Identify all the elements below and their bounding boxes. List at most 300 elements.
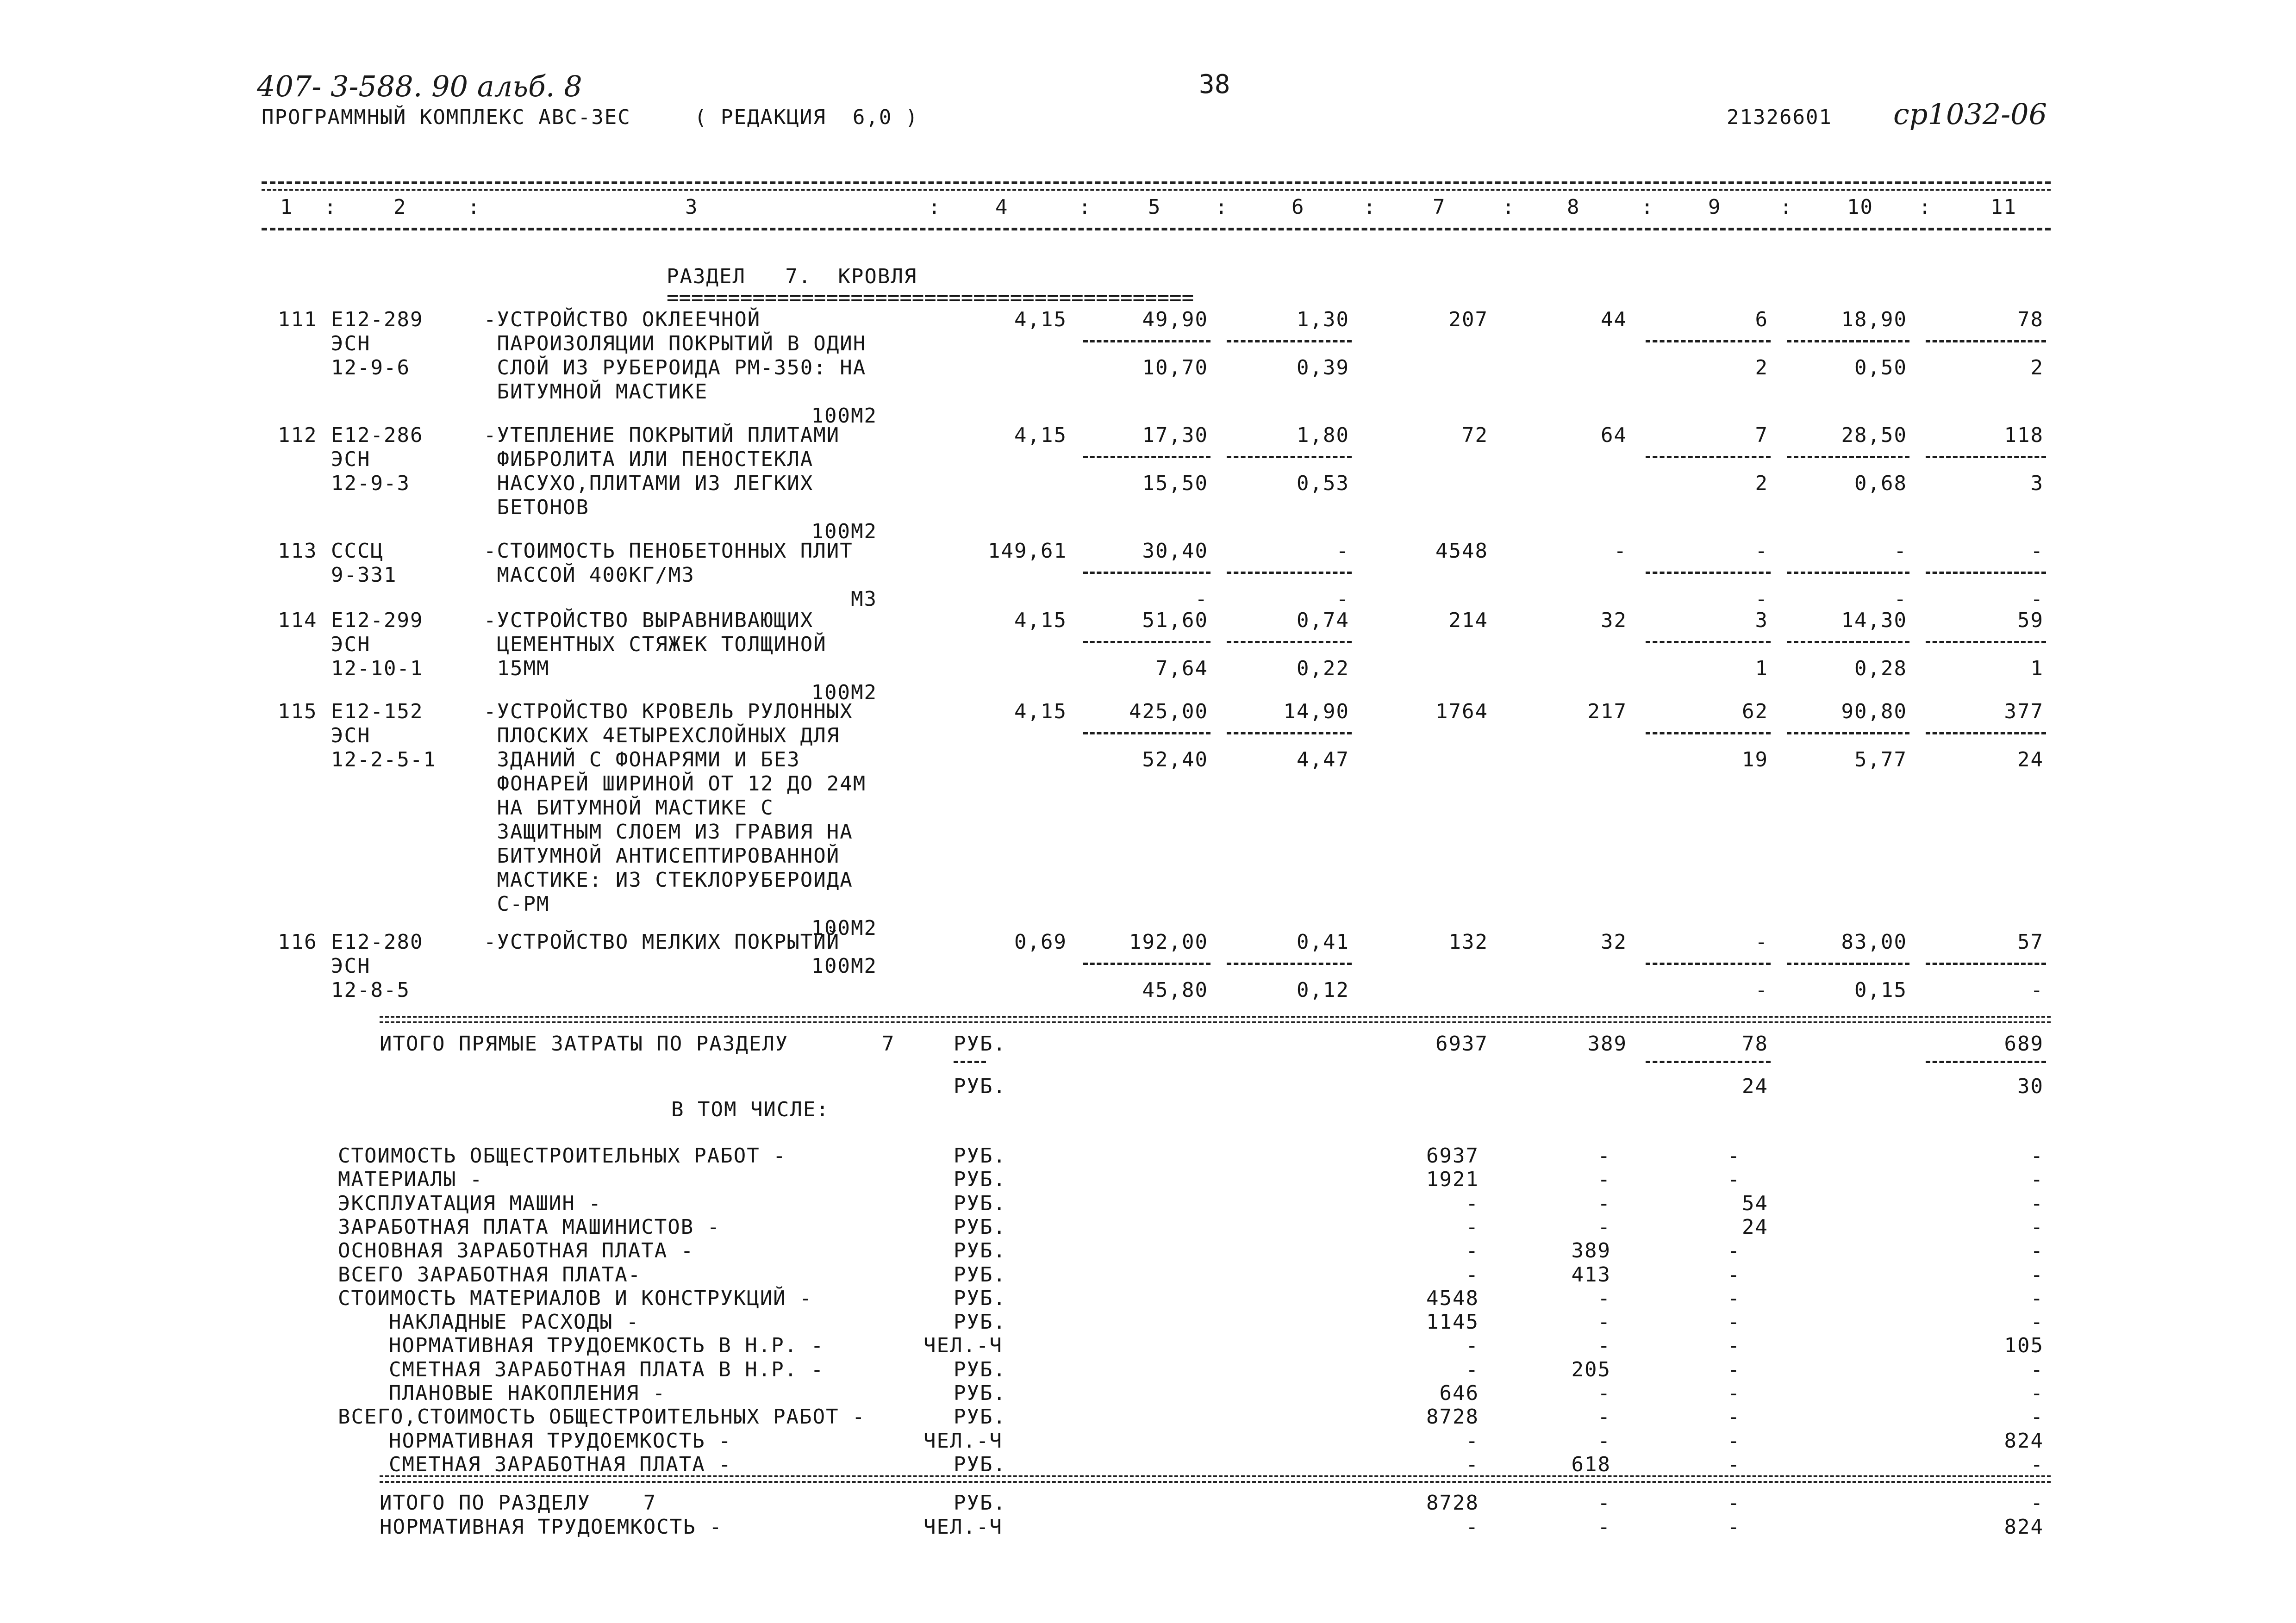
item-unit-wage: 45,80	[1142, 978, 1208, 1002]
item-subtotal-divider	[1083, 456, 1210, 458]
total-direct-unit-2: РУБ.	[954, 1075, 1006, 1098]
item-total-cost: 214	[1448, 609, 1488, 632]
summary-labor: -	[2030, 1405, 2044, 1429]
summary-wage: 618	[1571, 1453, 1611, 1476]
summary-machine: -	[1727, 1263, 1741, 1287]
summary-label: ОСНОВНАЯ ЗАРАБОТНАЯ ПЛАТА -	[338, 1239, 694, 1262]
summary-cost: 4548	[1426, 1287, 1479, 1310]
item-subtotal-divider	[1083, 641, 1210, 643]
column-header-4: 4	[995, 195, 1009, 219]
item-unit-wage: -	[1195, 587, 1208, 611]
item-description: ФИБРОЛИТА ИЛИ ПЕНОСТЕКЛА	[484, 448, 814, 471]
summary-wage: -	[1597, 1381, 1611, 1405]
item-number: 111	[278, 308, 318, 331]
summary-cost: 646	[1439, 1381, 1479, 1405]
summary-wage: -	[1597, 1310, 1611, 1334]
total-direct-cost: 6937	[1435, 1032, 1488, 1056]
item-machine-total: 6	[1755, 308, 1768, 331]
total-direct-machine-wage: 24	[1742, 1075, 1768, 1098]
item-description: С-РМ	[484, 892, 550, 916]
summary-unit: РУБ.	[954, 1215, 1006, 1239]
summary-unit: РУБ.	[954, 1453, 1006, 1476]
summary-wage: -	[1597, 1192, 1611, 1215]
item-machine-wage-total: 2	[1755, 472, 1768, 495]
item-code: ЭСН	[331, 633, 371, 656]
item-machine-wage-total: 1	[1755, 657, 1768, 680]
item-labor-total-machine: 24	[2017, 748, 2044, 771]
item-subtotal-divider	[1646, 732, 1771, 734]
item-number: 115	[278, 700, 318, 723]
summary-labor: -	[2030, 1453, 2044, 1476]
summary-unit: ЧЕЛ.-Ч	[923, 1429, 1003, 1453]
item-subtotal-divider	[1926, 456, 2046, 458]
item-labor-unit: 14,30	[1841, 609, 1907, 632]
item-machine-price: 0,41	[1297, 930, 1349, 954]
item-subtotal-divider	[1787, 963, 1909, 965]
item-quantity: 0,69	[1014, 930, 1067, 954]
summary-cost: -	[1466, 1192, 1479, 1215]
summary-cost: -	[1466, 1429, 1479, 1453]
item-labor-total: 57	[2017, 930, 2044, 954]
summary-unit: РУБ.	[954, 1405, 1006, 1429]
item-description: НА БИТУМНОЙ МАСТИКЕ С	[484, 796, 774, 820]
item-machine-wage: 0,12	[1297, 978, 1349, 1002]
column-header-1: 1	[280, 195, 293, 219]
summary-label: НОРМАТИВНАЯ ТРУДОЕМКОСТЬ В Н.Р. -	[389, 1334, 824, 1357]
item-subtotal-divider	[1926, 340, 2046, 342]
item-machine-total: 3	[1755, 609, 1768, 632]
item-machine-wage: 0,53	[1297, 472, 1349, 495]
item-labor-total: 78	[2017, 308, 2044, 331]
item-subtotal-divider	[1646, 641, 1771, 643]
total-direct-unit: РУБ.	[954, 1032, 1006, 1056]
item-description: ЗАЩИТНЫМ СЛОЕМ ИЗ ГРАВИЯ НА	[484, 820, 853, 844]
summary-labor: 105	[2004, 1334, 2044, 1357]
total-direct-label: ИТОГО ПРЯМЫЕ ЗАТРАТЫ ПО РАЗДЕЛУ	[380, 1032, 789, 1056]
column-separator: :	[1919, 195, 1932, 219]
column-separator: :	[1079, 195, 1092, 219]
summary-labor: -	[2030, 1358, 2044, 1381]
item-description: -УСТРОЙСТВО ВЫРАВНИВАЮЩИХ	[484, 609, 814, 632]
summary-label: ВСЕГО,СТОИМОСТЬ ОБЩЕСТРОИТЕЛЬНЫХ РАБОТ -	[338, 1405, 866, 1429]
item-machine-total: 62	[1742, 700, 1768, 723]
item-subtotal-divider	[1646, 572, 1771, 574]
summary-label: ПЛАНОВЫЕ НАКОПЛЕНИЯ -	[389, 1381, 666, 1405]
final-machine: -	[1727, 1491, 1741, 1515]
column-header-7: 7	[1433, 195, 1446, 219]
item-unit-wage: 52,40	[1142, 748, 1208, 771]
item-quantity: 4,15	[1014, 423, 1067, 447]
summary-unit: РУБ.	[954, 1263, 1006, 1287]
item-unit-price: 17,30	[1142, 423, 1208, 447]
item-subtotal-divider	[1083, 572, 1210, 574]
column-separator: :	[1363, 195, 1377, 219]
summary-labor: -	[2030, 1287, 2044, 1310]
item-labor-total: 118	[2004, 423, 2044, 447]
final-cost: -	[1466, 1515, 1479, 1539]
item-labor-unit-machine: 0,50	[1854, 356, 1907, 379]
column-separator: :	[324, 195, 337, 219]
total-direct-machine: 78	[1742, 1032, 1768, 1056]
item-labor-total-machine: -	[2030, 978, 2044, 1002]
item-subtotal-divider	[1646, 340, 1771, 342]
item-description: МАССОЙ 400КГ/М3	[484, 563, 695, 587]
item-description: -УСТРОЙСТВО ОКЛЕЕЧНОЙ	[484, 308, 761, 331]
summary-wage: 389	[1571, 1239, 1611, 1262]
summary-cost: -	[1466, 1334, 1479, 1357]
item-code: ЭСН	[331, 954, 371, 978]
total-direct-wage: 389	[1587, 1032, 1627, 1056]
final-cost: 8728	[1426, 1491, 1479, 1515]
column-header-2: 2	[393, 195, 407, 219]
handwritten-document-number: 407- 3-588. 90 альб. 8	[257, 69, 582, 103]
item-code: Е12-286	[331, 423, 424, 447]
item-labor-unit-machine: 0,28	[1854, 657, 1907, 680]
item-labor-total-machine: 2	[2030, 356, 2044, 379]
summary-unit: РУБ.	[954, 1358, 1006, 1381]
summary-label: СМЕТНАЯ ЗАРАБОТНАЯ ПЛАТА -	[389, 1453, 732, 1476]
column-separator: :	[1641, 195, 1654, 219]
summary-cost: 1921	[1426, 1168, 1479, 1191]
final-label: ИТОГО ПО РАЗДЕЛУ 7	[380, 1491, 657, 1515]
item-description: СЛОЙ ИЗ РУБЕРОИДА РМ-350: НА	[484, 356, 867, 379]
summary-machine: -	[1727, 1144, 1741, 1168]
summary-label: ЗАРАБОТНАЯ ПЛАТА МАШИНИСТОВ -	[338, 1215, 721, 1239]
item-labor-unit: 83,00	[1841, 930, 1907, 954]
column-separator: :	[928, 195, 942, 219]
item-subtotal-divider	[1227, 572, 1352, 574]
item-description: ПЛОСКИХ 4ЕТЫРЕХСЛОЙНЫХ ДЛЯ	[484, 724, 840, 747]
summary-machine: -	[1727, 1429, 1741, 1453]
item-machine-price: 0,74	[1297, 609, 1349, 632]
item-total-cost: 4548	[1435, 539, 1488, 563]
summary-unit: РУБ.	[954, 1310, 1006, 1334]
item-code: 12-10-1	[331, 657, 424, 680]
item-unit: 100М2	[811, 404, 877, 428]
item-subtotal-divider	[1926, 732, 2046, 734]
total-direct-labor: 689	[2004, 1032, 2044, 1056]
item-unit-wage: 10,70	[1142, 356, 1208, 379]
summary-wage: -	[1597, 1287, 1611, 1310]
summary-unit: РУБ.	[954, 1168, 1006, 1191]
item-code: СССЦ	[331, 539, 384, 563]
summary-labor: -	[2030, 1381, 2044, 1405]
summary-label: ЭКСПЛУАТАЦИЯ МАШИН -	[338, 1192, 602, 1215]
item-machine-wage-total: 2	[1755, 356, 1768, 379]
item-subtotal-divider	[1646, 963, 1771, 965]
item-description: ПАРОИЗОЛЯЦИИ ПОКРЫТИЙ В ОДИН	[484, 332, 867, 355]
item-unit: 100М2	[811, 681, 877, 704]
item-code: 12-9-6	[331, 356, 410, 379]
column-separator: :	[1502, 195, 1516, 219]
item-labor-unit-machine: 0,15	[1854, 978, 1907, 1002]
item-unit: 100М2	[811, 954, 877, 978]
item-unit-price: 49,90	[1142, 308, 1208, 331]
item-wage-total: 32	[1601, 930, 1627, 954]
column-separator: :	[1780, 195, 1793, 219]
item-wage-total: 44	[1601, 308, 1627, 331]
item-code: 12-9-3	[331, 472, 410, 495]
item-description: ФОНАРЕЙ ШИРИНОЙ ОТ 12 ДО 24М	[484, 772, 867, 796]
item-labor-total: 377	[2004, 700, 2044, 723]
final-rule	[380, 1475, 2051, 1477]
including-label: В ТОМ ЧИСЛЕ:	[671, 1098, 830, 1121]
item-quantity: 149,61	[988, 539, 1067, 563]
summary-unit: ЧЕЛ.-Ч	[923, 1334, 1003, 1357]
item-subtotal-divider	[1787, 340, 1909, 342]
summary-label: СТОИМОСТЬ ОБЩЕСТРОИТЕЛЬНЫХ РАБОТ -	[338, 1144, 786, 1168]
summary-wage: -	[1597, 1334, 1611, 1357]
summary-machine: -	[1727, 1405, 1741, 1429]
summary-machine: -	[1727, 1453, 1741, 1476]
item-labor-total: -	[2030, 539, 2044, 563]
total-direct-section: 7	[882, 1032, 895, 1056]
header-rule-bottom	[262, 228, 2051, 230]
item-code: Е12-289	[331, 308, 424, 331]
item-wage-total: 217	[1587, 700, 1627, 723]
summary-label: СТОИМОСТЬ МАТЕРИАЛОВ И КОНСТРУКЦИЙ -	[338, 1287, 813, 1310]
item-code: Е12-299	[331, 609, 424, 632]
summary-machine: -	[1727, 1310, 1741, 1334]
document-code: 21326601	[1727, 106, 1832, 129]
item-labor-total-machine: 3	[2030, 472, 2044, 495]
item-labor-total-machine: -	[2030, 587, 2044, 611]
item-subtotal-divider	[1083, 963, 1210, 965]
summary-wage: -	[1597, 1144, 1611, 1168]
item-subtotal-divider	[1227, 641, 1352, 643]
item-machine-total: -	[1755, 539, 1768, 563]
item-subtotal-divider	[1787, 456, 1909, 458]
summary-machine: -	[1727, 1381, 1741, 1405]
item-labor-total: 59	[2017, 609, 2044, 632]
item-machine-wage: 0,39	[1297, 356, 1349, 379]
summary-label: МАТЕРИАЛЫ -	[338, 1168, 483, 1191]
column-header-11: 11	[1990, 195, 2017, 219]
summary-wage: -	[1597, 1429, 1611, 1453]
item-quantity: 4,15	[1014, 700, 1067, 723]
item-subtotal-divider	[1083, 732, 1210, 734]
column-header-6: 6	[1292, 195, 1305, 219]
item-labor-unit-machine: 5,77	[1854, 748, 1907, 771]
section-title: РАЗДЕЛ 7. КРОВЛЯ	[667, 265, 917, 288]
summary-cost: 8728	[1426, 1405, 1479, 1429]
final-labor: 824	[2004, 1515, 2044, 1539]
summary-unit: РУБ.	[954, 1239, 1006, 1262]
summary-wage: 413	[1571, 1263, 1611, 1287]
totals-rule-top	[380, 1016, 2051, 1018]
column-header-10: 10	[1847, 195, 1873, 219]
final-rule-2	[380, 1481, 2051, 1483]
column-separator: :	[468, 195, 481, 219]
item-labor-unit: 18,90	[1841, 308, 1907, 331]
summary-label: СМЕТНАЯ ЗАРАБОТНАЯ ПЛАТА В Н.Р. -	[389, 1358, 824, 1381]
final-wage: -	[1597, 1515, 1611, 1539]
total-direct-divider	[1646, 1061, 1771, 1063]
summary-label: НАКЛАДНЫЕ РАСХОДЫ -	[389, 1310, 640, 1334]
summary-labor: -	[2030, 1168, 2044, 1191]
item-code: ЭСН	[331, 332, 371, 355]
item-machine-wage: 0,22	[1297, 657, 1349, 680]
summary-labor: -	[2030, 1144, 2044, 1168]
summary-machine: -	[1727, 1287, 1741, 1310]
column-header-8: 8	[1567, 195, 1580, 219]
item-description: -УТЕПЛЕНИЕ ПОКРЫТИЙ ПЛИТАМИ	[484, 423, 840, 447]
summary-machine: -	[1727, 1239, 1741, 1262]
item-subtotal-divider	[1227, 963, 1352, 965]
column-header-9: 9	[1708, 195, 1722, 219]
item-number: 112	[278, 423, 318, 447]
item-description: 15ММ	[484, 657, 550, 680]
item-labor-unit: 28,50	[1841, 423, 1907, 447]
summary-unit: РУБ.	[954, 1381, 1006, 1405]
item-description: БИТУМНОЙ АНТИСЕПТИРОВАННОЙ	[484, 844, 840, 868]
item-subtotal-divider	[1926, 641, 2046, 643]
page-number: 38	[1199, 69, 1230, 99]
item-code: ЭСН	[331, 448, 371, 471]
final-labor: -	[2030, 1491, 2044, 1515]
item-subtotal-divider	[1227, 456, 1352, 458]
item-wage-total: 64	[1601, 423, 1627, 447]
item-number: 114	[278, 609, 318, 632]
summary-cost: 1145	[1426, 1310, 1479, 1334]
item-unit: М3	[851, 587, 877, 611]
total-direct-labor-machine: 30	[2017, 1075, 2044, 1098]
item-wage-total: -	[1614, 539, 1627, 563]
summary-cost: -	[1466, 1239, 1479, 1262]
summary-unit: РУБ.	[954, 1287, 1006, 1310]
item-machine-wage-total: 19	[1742, 748, 1768, 771]
item-subtotal-divider	[1227, 340, 1352, 342]
item-machine-wage: 4,47	[1297, 748, 1349, 771]
item-subtotal-divider	[1926, 963, 2046, 965]
item-machine-total: -	[1755, 930, 1768, 954]
handwritten-archive-code: ср1032-06	[1893, 97, 2047, 131]
item-machine-wage-total: -	[1755, 978, 1768, 1002]
item-unit-price: 425,00	[1129, 700, 1208, 723]
item-machine-wage: -	[1336, 587, 1349, 611]
item-subtotal-divider	[1787, 572, 1909, 574]
final-wage: -	[1597, 1491, 1611, 1515]
summary-labor: -	[2030, 1192, 2044, 1215]
summary-cost: -	[1466, 1358, 1479, 1381]
item-machine-price: -	[1336, 539, 1349, 563]
summary-labor: -	[2030, 1263, 2044, 1287]
program-name: ПРОГРАММНЫЙ КОМПЛЕКС АВС-3ЕС	[262, 106, 631, 129]
item-unit-wage: 15,50	[1142, 472, 1208, 495]
item-unit-price: 30,40	[1142, 539, 1208, 563]
summary-cost: -	[1466, 1263, 1479, 1287]
column-header-3: 3	[685, 195, 699, 219]
item-code: Е12-280	[331, 930, 424, 954]
item-machine-wage-total: -	[1755, 587, 1768, 611]
item-description: ЦЕМЕНТНЫХ СТЯЖЕК ТОЛЩИНОЙ	[484, 633, 827, 656]
item-labor-unit-machine: 0,68	[1854, 472, 1907, 495]
summary-cost: -	[1466, 1215, 1479, 1239]
item-description: БИТУМНОЙ МАСТИКЕ	[484, 380, 708, 404]
item-description: -СТОИМОСТЬ ПЕНОБЕТОННЫХ ПЛИТ	[484, 539, 853, 563]
item-unit: 100М2	[811, 520, 877, 543]
item-unit-price: 51,60	[1142, 609, 1208, 632]
final-label: НОРМАТИВНАЯ ТРУДОЕМКОСТЬ -	[380, 1515, 723, 1539]
item-total-cost: 207	[1448, 308, 1488, 331]
header-rule-top	[262, 181, 2051, 184]
item-description: ЗДАНИЙ С ФОНАРЯМИ И БЕЗ	[484, 748, 800, 771]
summary-machine: -	[1727, 1334, 1741, 1357]
item-subtotal-divider	[1646, 456, 1771, 458]
item-number: 113	[278, 539, 318, 563]
summary-wage: -	[1597, 1405, 1611, 1429]
item-code: ЭСН	[331, 724, 371, 747]
header-rule-top-2	[262, 189, 2051, 191]
item-code: Е12-152	[331, 700, 424, 723]
item-total-cost: 1764	[1435, 700, 1488, 723]
item-labor-total-machine: 1	[2030, 657, 2044, 680]
item-unit: 100М2	[811, 916, 877, 940]
item-description: -УСТРОЙСТВО КРОВЕЛЬ РУЛОННЫХ	[484, 700, 853, 723]
item-total-cost: 72	[1462, 423, 1488, 447]
item-code: 9-331	[331, 563, 397, 587]
summary-machine: -	[1727, 1168, 1741, 1191]
item-subtotal-divider	[1083, 340, 1210, 342]
program-edition: ( РЕДАКЦИЯ 6,0 )	[694, 106, 919, 129]
summary-label: НОРМАТИВНАЯ ТРУДОЕМКОСТЬ -	[389, 1429, 732, 1453]
summary-machine: 24	[1742, 1215, 1768, 1239]
item-machine-price: 1,80	[1297, 423, 1349, 447]
item-quantity: 4,15	[1014, 609, 1067, 632]
item-description: -УСТРОЙСТВО МЕЛКИХ ПОКРЫТИЙ	[484, 930, 840, 954]
summary-machine: -	[1727, 1358, 1741, 1381]
item-description: МАСТИКЕ: ИЗ СТЕКЛОРУБЕРОИДА	[484, 868, 853, 892]
total-direct-divider	[954, 1061, 986, 1063]
item-subtotal-divider	[1787, 641, 1909, 643]
summary-unit: РУБ.	[954, 1192, 1006, 1215]
summary-wage: -	[1597, 1168, 1611, 1191]
totals-rule-top-2	[380, 1021, 2051, 1023]
item-labor-unit: 90,80	[1841, 700, 1907, 723]
summary-cost: -	[1466, 1453, 1479, 1476]
item-unit-wage: 7,64	[1155, 657, 1208, 680]
section-underline: ===========================================	[667, 286, 1194, 310]
item-machine-price: 1,30	[1297, 308, 1349, 331]
summary-wage: -	[1597, 1215, 1611, 1239]
item-code: 12-2-5-1	[331, 748, 437, 771]
summary-labor: -	[2030, 1239, 2044, 1262]
summary-cost: 6937	[1426, 1144, 1479, 1168]
item-labor-unit: -	[1894, 539, 1907, 563]
final-unit: РУБ.	[954, 1491, 1006, 1515]
summary-labor: -	[2030, 1310, 2044, 1334]
item-subtotal-divider	[1926, 572, 2046, 574]
summary-unit: РУБ.	[954, 1144, 1006, 1168]
item-quantity: 4,15	[1014, 308, 1067, 331]
item-number: 116	[278, 930, 318, 954]
total-direct-divider	[1926, 1061, 2046, 1063]
item-description: БЕТОНОВ	[484, 496, 589, 519]
item-subtotal-divider	[1227, 732, 1352, 734]
summary-wage: 205	[1571, 1358, 1611, 1381]
item-labor-unit-machine: -	[1894, 587, 1907, 611]
item-code: 12-8-5	[331, 978, 410, 1002]
summary-labor: -	[2030, 1215, 2044, 1239]
item-subtotal-divider	[1787, 732, 1909, 734]
column-separator: :	[1215, 195, 1229, 219]
summary-machine: 54	[1742, 1192, 1768, 1215]
column-header-5: 5	[1148, 195, 1161, 219]
summary-label: ВСЕГО ЗАРАБОТНАЯ ПЛАТА-	[338, 1263, 642, 1287]
item-total-cost: 132	[1448, 930, 1488, 954]
final-machine: -	[1727, 1515, 1741, 1539]
summary-labor: 824	[2004, 1429, 2044, 1453]
